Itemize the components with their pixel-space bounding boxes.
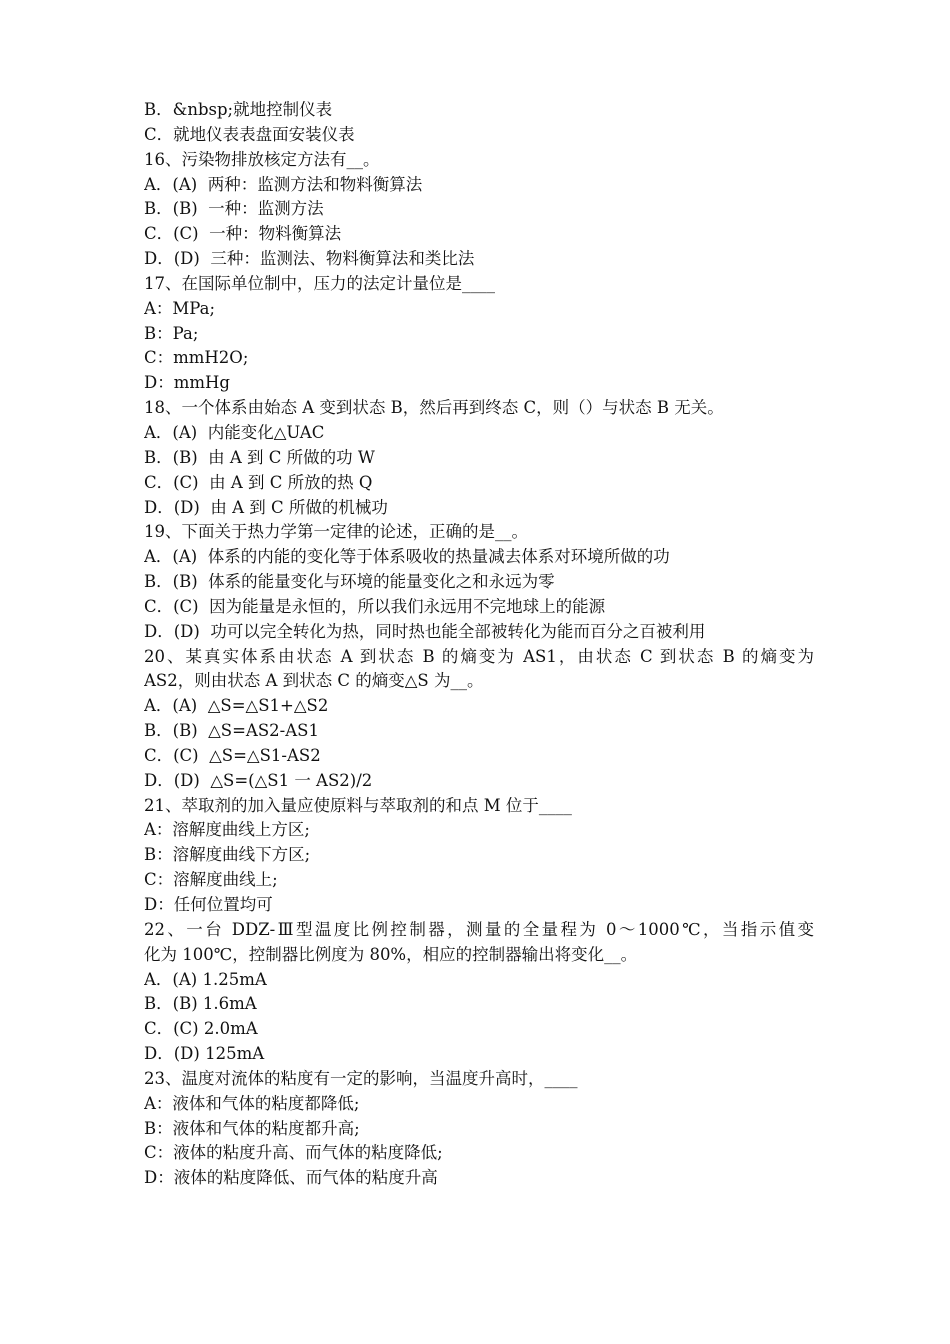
option-line: D：液体的粘度降低、而气体的粘度升高 bbox=[144, 1168, 438, 1188]
question-22-continued: 化为 100℃，控制器比例度为 80%，相应的控制器输出将变化__。 bbox=[144, 944, 638, 964]
option-line: C．(C) 由 A 到 C 所放的热 Q bbox=[144, 472, 373, 492]
option-line: C．(C) △S=△S1-AS2 bbox=[144, 745, 321, 765]
option-line: D：任何位置均可 bbox=[144, 895, 273, 914]
option-line: C：液体的粘度升高、而气体的粘度降低; bbox=[144, 1143, 443, 1163]
option-line: A．(A) 1.25mA bbox=[144, 969, 267, 989]
option-line: A．(A) 两种：监测方法和物料衡算法 bbox=[144, 174, 423, 194]
question-16: 16、污染物排放核定方法有__。 bbox=[144, 149, 380, 169]
option-line: C：mmH2O; bbox=[144, 348, 249, 368]
option-line: A．(A) 体系的内能的变化等于体系吸收的热量减去体系对环境所做的功 bbox=[144, 547, 670, 567]
option-line: D．(D) 三种：监测法、物料衡算法和类比法 bbox=[144, 249, 475, 269]
option-line: A：溶解度曲线上方区; bbox=[144, 820, 310, 840]
option-line: C：溶解度曲线上; bbox=[144, 870, 278, 890]
option-line: D．(D) 125mA bbox=[144, 1044, 265, 1064]
question-22: 22、一台 DDZ-Ⅲ型温度比例控制器，测量的全量程为 0～1000℃，当指示值变 bbox=[144, 919, 814, 939]
question-23: 23、温度对流体的粘度有一定的影响，当温度升高时，____ bbox=[144, 1068, 578, 1088]
question-21: 21、萃取剂的加入量应使原料与萃取剂的和点 M 位于____ bbox=[144, 795, 572, 815]
option-line: A．(A) △S=△S1+△S2 bbox=[144, 696, 329, 716]
option-line: B．(B) 1.6mA bbox=[144, 994, 257, 1014]
question-20-continued: AS2，则由状态 A 到状态 C 的熵变△S 为__。 bbox=[144, 671, 484, 691]
document-body bbox=[144, 98, 814, 1191]
question-20: 20、某真实体系由状态 A 到状态 B 的熵变为 AS1，由状态 C 到状态 B 的熵变为 bbox=[144, 646, 814, 666]
question-18: 18、一个体系由始态 A 变到状态 B，然后再到终态 C，则（）与状态 B 无关。 bbox=[144, 398, 724, 418]
option-line: B：溶解度曲线下方区; bbox=[144, 845, 311, 865]
option-line: C．(C) 一种：物料衡算法 bbox=[144, 224, 342, 244]
question-19: 19、下面关于热力学第一定律的论述，正确的是__。 bbox=[144, 522, 528, 542]
text-line: B．&nbsp;就地控制仪表 bbox=[144, 100, 333, 119]
option-line: D．(D) △S=(△S1 一 AS2)/2 bbox=[144, 770, 373, 790]
option-line: B．(B) 一种：监测方法 bbox=[144, 199, 324, 219]
option-line: A：MPa; bbox=[144, 298, 216, 318]
option-line: C．(C) 因为能量是永恒的，所以我们永远用不完地球上的能源 bbox=[144, 596, 606, 616]
option-line: B．(B) △S=AS2-AS1 bbox=[144, 721, 319, 741]
question-17: 17、在国际单位制中，压力的法定计量位是____ bbox=[144, 273, 495, 293]
option-line: B：液体和气体的粘度都升高; bbox=[144, 1118, 360, 1138]
text-line: C．就地仪表表盘面安装仪表 bbox=[144, 124, 355, 144]
option-line: D：mmHg bbox=[144, 373, 230, 393]
option-line: A：液体和气体的粘度都降低; bbox=[144, 1093, 360, 1113]
option-line: C．(C) 2.0mA bbox=[144, 1019, 258, 1039]
option-line: B．(B) 由 A 到 C 所做的功 W bbox=[144, 447, 375, 467]
option-line: A．(A) 内能变化△UAC bbox=[144, 422, 325, 442]
option-line: D．(D) 由 A 到 C 所做的机械功 bbox=[144, 497, 388, 517]
option-line: B：Pa; bbox=[144, 323, 199, 343]
option-line: D．(D) 功可以完全转化为热，同时热也能全部被转化为能而百分之百被利用 bbox=[144, 621, 706, 641]
option-line: B．(B) 体系的能量变化与环境的能量变化之和永远为零 bbox=[144, 572, 555, 592]
